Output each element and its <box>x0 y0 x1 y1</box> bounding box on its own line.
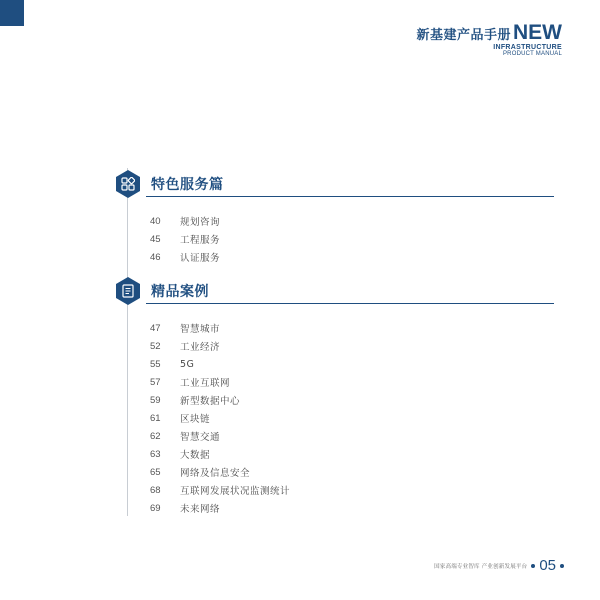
footer-slogan: 国家高端专业智库 产业创新发展平台 <box>434 563 528 570</box>
page-footer <box>434 557 568 574</box>
toc-entry[interactable] <box>116 409 554 427</box>
toc-entry-title: 工程服务 <box>180 235 221 246</box>
toc-entry[interactable] <box>116 427 554 445</box>
toc-entry-title: 网络及信息安全 <box>180 468 251 479</box>
manual-header <box>416 22 562 57</box>
toc-page-number: 62 <box>150 430 161 442</box>
section-header <box>116 277 554 309</box>
toc-entry-title: 智慧交通 <box>180 432 221 443</box>
toc-page-number: 63 <box>150 448 161 460</box>
toc-entry-title: 规划咨询 <box>180 217 221 228</box>
corner-accent-block <box>0 0 24 26</box>
toc-section-featured-services <box>116 170 554 266</box>
toc-entry-title: 大数据 <box>180 450 211 461</box>
toc-entry-title: 工业互联网 <box>180 378 231 389</box>
toc-entry-title: 认证服务 <box>180 253 221 264</box>
toc-entry[interactable] <box>116 463 554 481</box>
toc-entry[interactable] <box>116 355 554 373</box>
header-title-line <box>416 22 562 43</box>
toc-entry-title: 区块链 <box>180 414 211 425</box>
document-icon <box>116 277 140 305</box>
toc-page-number: 69 <box>150 502 161 514</box>
toc-page-number: 40 <box>150 215 161 227</box>
toc-page-number: 68 <box>150 484 161 496</box>
toc-page-number: 47 <box>150 322 161 334</box>
toc-entry-title: 未来网络 <box>180 504 221 515</box>
toc-entry-title: 智慧城市 <box>180 324 221 335</box>
bullet-dot-icon <box>531 564 535 568</box>
page-number: 05 <box>539 557 556 574</box>
grid-icon <box>116 170 140 198</box>
section-header <box>116 170 554 202</box>
toc-page-number: 46 <box>150 251 161 263</box>
toc-entry[interactable] <box>116 230 554 248</box>
header-subtitle-infrastructure: INFRASTRUCTURE <box>493 44 562 51</box>
toc-entry[interactable] <box>116 481 554 499</box>
toc-entry-title: 5G <box>180 358 195 370</box>
section-title: 精品案例 <box>151 284 209 300</box>
toc-entry[interactable] <box>116 391 554 409</box>
header-title-cn: 新基建产品手册 <box>416 28 511 43</box>
section-divider <box>146 303 554 304</box>
toc-entry[interactable] <box>116 337 554 355</box>
toc-list <box>116 212 554 266</box>
toc-section-case-studies <box>116 277 554 517</box>
toc-page-number: 61 <box>150 412 161 424</box>
toc-entry-title: 工业经济 <box>180 342 221 353</box>
section-title: 特色服务篇 <box>151 177 224 193</box>
toc-entry[interactable] <box>116 445 554 463</box>
toc-page-number: 45 <box>150 233 161 245</box>
toc-page-number: 57 <box>150 376 161 388</box>
toc-entry[interactable] <box>116 319 554 337</box>
toc-entry[interactable] <box>116 499 554 517</box>
bullet-dot-icon <box>560 564 564 568</box>
header-title-en: NEW <box>513 21 562 44</box>
section-divider <box>146 196 554 197</box>
toc-page-number: 55 <box>150 358 161 370</box>
toc-entry[interactable] <box>116 248 554 266</box>
header-subtitle-product-manual: PRODUCT MANUAL <box>502 51 562 57</box>
toc-entry[interactable] <box>116 373 554 391</box>
toc-page-number: 59 <box>150 394 161 406</box>
toc-list <box>116 319 554 517</box>
toc-entry-title: 新型数据中心 <box>180 396 241 407</box>
toc-page-number: 65 <box>150 466 161 478</box>
toc-entry-title: 互联网发展状况监测统计 <box>180 486 291 497</box>
toc-page-number: 52 <box>150 340 161 352</box>
toc-entry[interactable] <box>116 212 554 230</box>
